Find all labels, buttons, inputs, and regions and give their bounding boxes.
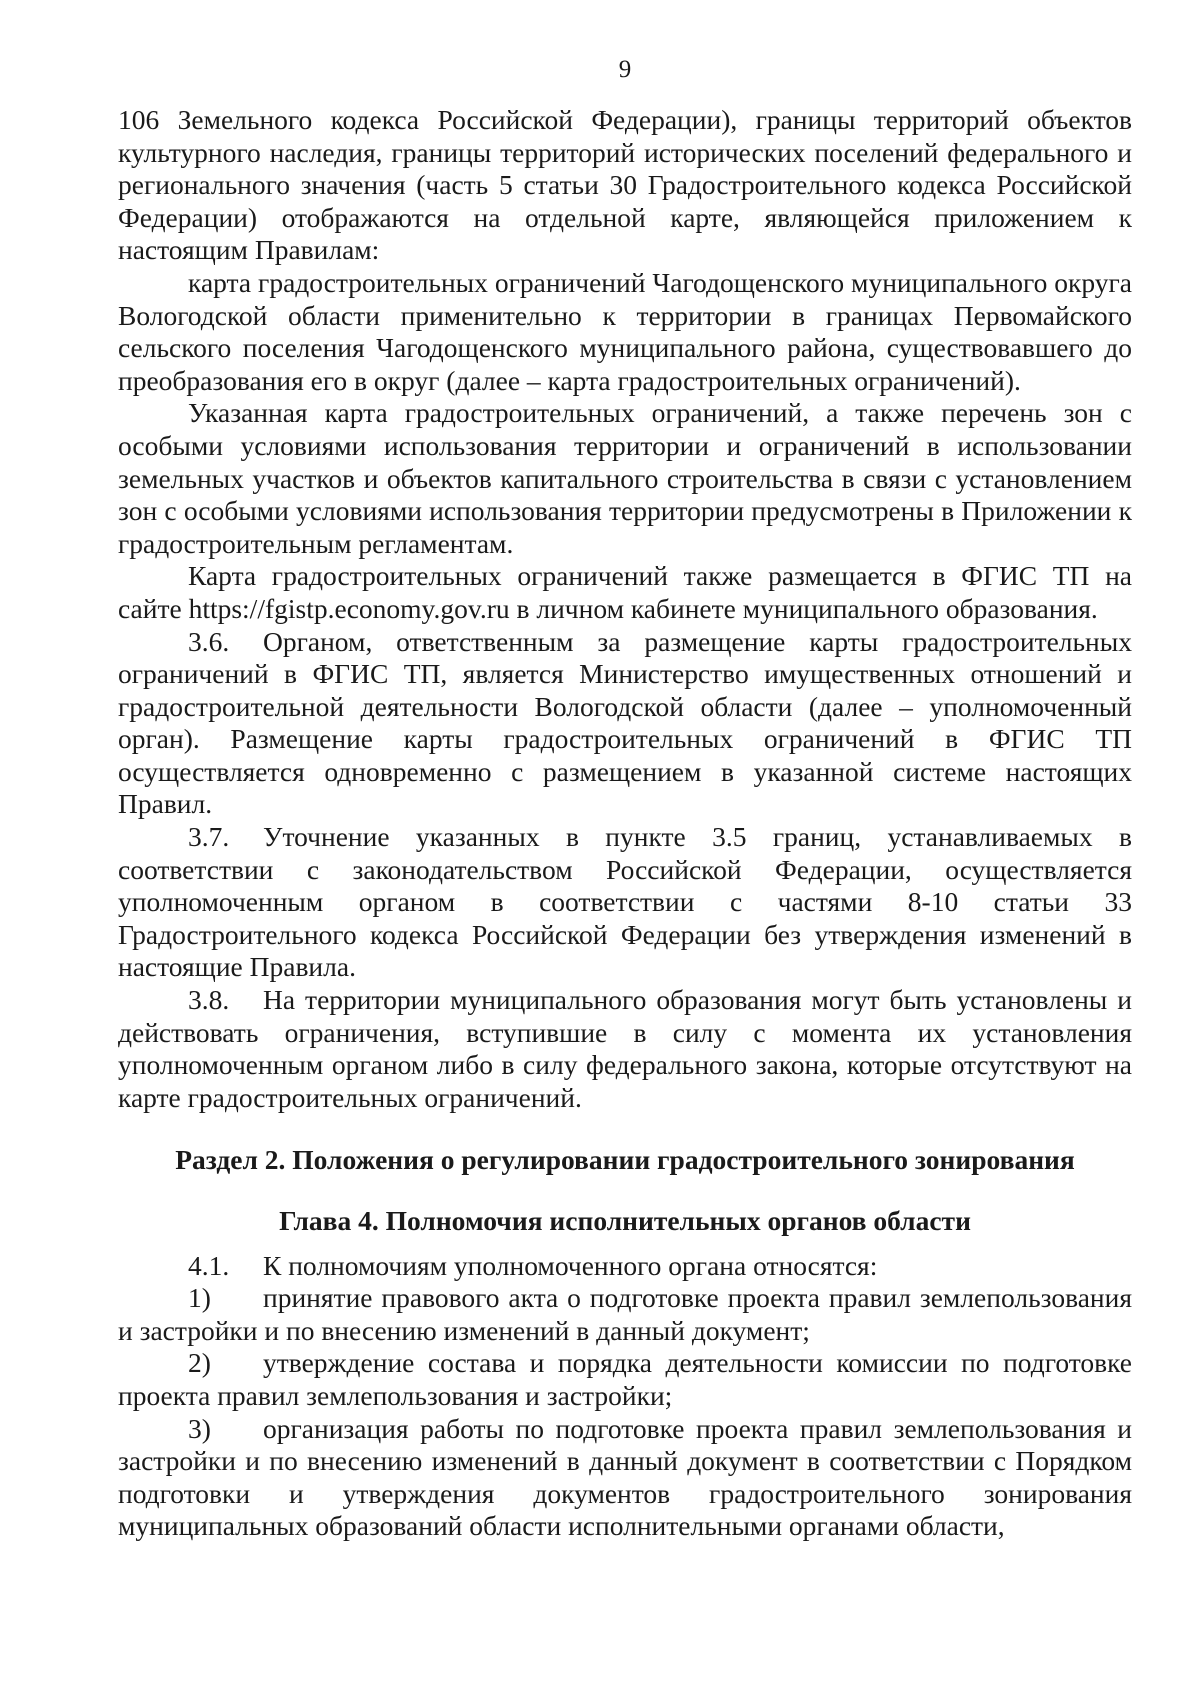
list-item-text: организация работы по подготовке проекта правил землепользования и застройки и по внесению изменений в данный документ в соответствии с Порядком подготовки и утверждения документов градостроительного зонирования муниципальных образований области исполнительными органами области, [118,1412,1132,1542]
list-item-1 [118,1282,1132,1347]
clause-text: К полномочиям уполномоченного органа относятся: [263,1249,878,1281]
list-item-number: 1) [188,1282,211,1314]
clause-number: 4.1. [188,1249,230,1281]
clause-number: 3.8. [188,984,230,1016]
clause-3-8 [118,984,1132,1114]
clause-number: 3.6. [188,625,230,657]
list-item-3 [118,1413,1132,1543]
clause-text: Уточнение указанных в пункте 3.5 границ, устанавливаемых в соответствии с законодательством Российской Федерации, осуществляется уполномоченным органом в соответствии с частями 8-10 статьи 33 Градостроительного кодекса Российской Федерации без утверждения изменений в настоящие Правила. [118,821,1132,983]
clause-text: На территории муниципального образования могут быть установлены и действовать ограничения, вступившие в силу с момента их установления уполномоченным органом либо в силу федерального закона, которые отсутствуют на карте градостроительных ограничений. [118,984,1132,1113]
list-item-text: принятие правового акта о подготовке проекта правил землепользования и застройки и по внесению изменений в данный документ; [118,1282,1132,1346]
paragraph-map-publication: Карта градостроительных ограничений также размещается в ФГИС ТП на сайте https://fgistp.economy.gov.ru в личном кабинете муниципального образования. [118,560,1132,624]
page-number: 9 [618,56,632,83]
section-heading: Раздел 2. Положения о регулировании градостроительного зонирования [175,1144,1075,1176]
paragraph-continuation: 106 Земельного кодекса Российской Федерации), границы территорий объектов культурного наследия, границы территорий исторических поселений федерального и регионального значения (часть 5 статьи 30 Градостроительного кодекса Российской Федерации) отображаются на отдельной карте, являющейся приложением к настоящим Правилам: [118,104,1132,266]
document-body [118,104,1132,1543]
list-item-number: 3) [188,1412,211,1444]
clause-3-6 [118,626,1132,822]
chapter-heading: Глава 4. Полномочия исполнительных органов области [279,1205,971,1236]
clause-number: 3.7. [188,821,230,853]
paragraph-map-description: карта градостроительных ограничений Чагодощенского муниципального округа Вологодской области применительно к территории в границах Первомайского сельского поселения Чагодощенского муниципального района, существовавшего до преобразования его в округ (далее – карта градостроительных ограничений). [118,266,1132,396]
list-item-text: утверждение состава и порядка деятельности комиссии по подготовке проекта правил землепользования и застройки; [118,1347,1132,1411]
clause-3-7 [118,821,1132,984]
clause-4-1 [118,1250,1132,1283]
list-item-2 [118,1347,1132,1412]
list-item-number: 2) [188,1347,211,1379]
paragraph-map-contents: Указанная карта градостроительных ограничений, а также перечень зон с особыми условиями использования территории и ограничений в использовании земельных участков и объектов капитального строительства в связи с установлением зон с особыми условиями использования территории предусмотрены в Приложении к градостроительным регламентам. [118,397,1132,559]
clause-text: Органом, ответственным за размещение карты градостроительных ограничений в ФГИС ТП, является Министерство имущественных отношений и градостроительной деятельности Вологодской области (далее – уполномоченный орган). Размещение карты градостроительных ограничений в ФГИС ТП осуществляется одновременно с размещением в указанной системе настоящих Правил. [118,625,1132,820]
